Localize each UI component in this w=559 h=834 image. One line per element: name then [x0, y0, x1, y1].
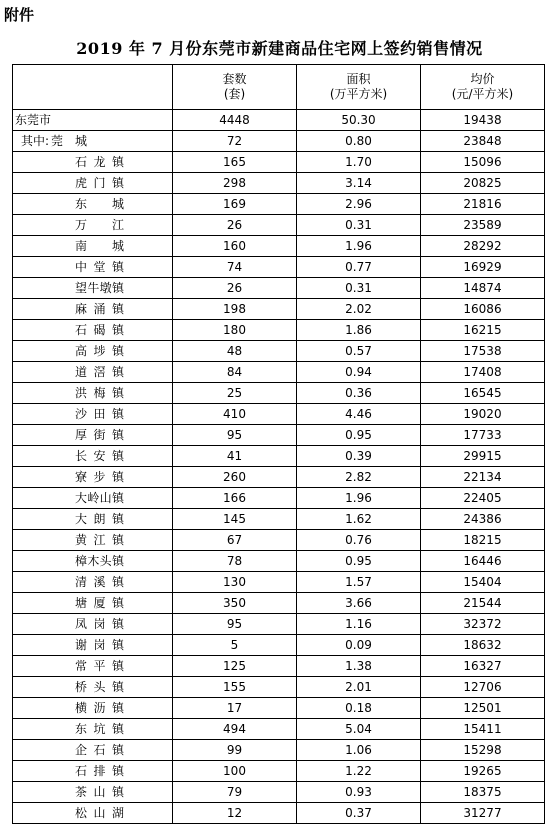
table-row [13, 740, 545, 761]
units-cell: 12 [173, 803, 297, 824]
region-name: 万江 [13, 215, 173, 236]
table-row [13, 320, 545, 341]
table-row [13, 677, 545, 698]
units-cell: 48 [173, 341, 297, 362]
table-row-total [13, 110, 545, 131]
price-cell: 18215 [421, 530, 545, 551]
units-cell: 67 [173, 530, 297, 551]
units-cell: 5 [173, 635, 297, 656]
table-header-row [13, 65, 545, 110]
region-name: 企石镇 [13, 740, 173, 761]
area-cell: 0.95 [297, 551, 421, 572]
region-name [13, 131, 173, 152]
price-cell: 28292 [421, 236, 545, 257]
region-name: 高埗镇 [13, 341, 173, 362]
price-cell: 21544 [421, 593, 545, 614]
table-row [13, 467, 545, 488]
table-row [13, 656, 545, 677]
sales-table [12, 64, 545, 824]
table-row [13, 299, 545, 320]
area-cell: 0.95 [297, 425, 421, 446]
region-name: 虎门镇 [13, 173, 173, 194]
table-row [13, 341, 545, 362]
units-cell: 130 [173, 572, 297, 593]
area-cell: 5.04 [297, 719, 421, 740]
units-cell: 95 [173, 614, 297, 635]
region-name: 中堂镇 [13, 257, 173, 278]
units-cell: 350 [173, 593, 297, 614]
price-cell: 14874 [421, 278, 545, 299]
breakdown-prefix: 其中: [21, 134, 50, 148]
price-cell: 19438 [421, 110, 545, 131]
table-row [13, 362, 545, 383]
region-name: 望牛墩镇 [13, 278, 173, 299]
region-name: 洪梅镇 [13, 383, 173, 404]
region-name: 大岭山镇 [13, 488, 173, 509]
units-cell: 166 [173, 488, 297, 509]
table-row [13, 425, 545, 446]
table-row [13, 614, 545, 635]
table-row [13, 446, 545, 467]
attachment-label: 附件 [4, 6, 35, 24]
area-cell: 2.02 [297, 299, 421, 320]
table-row [13, 173, 545, 194]
price-cell: 23589 [421, 215, 545, 236]
area-cell: 0.77 [297, 257, 421, 278]
region-name: 东莞市 [13, 110, 173, 131]
region-name: 长安镇 [13, 446, 173, 467]
area-cell: 1.96 [297, 488, 421, 509]
units-cell: 26 [173, 215, 297, 236]
price-cell: 17538 [421, 341, 545, 362]
table-row [13, 236, 545, 257]
region-name: 麻涌镇 [13, 299, 173, 320]
region-name: 横沥镇 [13, 698, 173, 719]
region-name: 清溪镇 [13, 572, 173, 593]
area-cell: 1.96 [297, 236, 421, 257]
price-cell: 20825 [421, 173, 545, 194]
price-cell: 16086 [421, 299, 545, 320]
area-cell: 1.70 [297, 152, 421, 173]
region-name: 道滘镇 [13, 362, 173, 383]
units-cell: 17 [173, 698, 297, 719]
units-cell: 95 [173, 425, 297, 446]
area-cell: 4.46 [297, 404, 421, 425]
table-row [13, 152, 545, 173]
table-row [13, 509, 545, 530]
area-cell: 0.57 [297, 341, 421, 362]
region-name: 厚街镇 [13, 425, 173, 446]
area-cell: 1.22 [297, 761, 421, 782]
table-row [13, 782, 545, 803]
table-row [13, 698, 545, 719]
region-name: 茶山镇 [13, 782, 173, 803]
area-cell: 0.39 [297, 446, 421, 467]
region-name: 黄江镇 [13, 530, 173, 551]
units-cell: 84 [173, 362, 297, 383]
header-cell-region [13, 65, 173, 110]
table-row [13, 761, 545, 782]
price-cell: 17733 [421, 425, 545, 446]
price-cell: 15096 [421, 152, 545, 173]
region-name: 南城 [13, 236, 173, 257]
area-cell: 1.57 [297, 572, 421, 593]
units-cell: 72 [173, 131, 297, 152]
region-name: 凤岗镇 [13, 614, 173, 635]
header-cell-area: 面积 (万平方米) [297, 65, 421, 110]
price-cell: 16327 [421, 656, 545, 677]
area-cell: 0.18 [297, 698, 421, 719]
area-cell: 1.06 [297, 740, 421, 761]
price-cell: 17408 [421, 362, 545, 383]
table-row [13, 530, 545, 551]
table-row [13, 404, 545, 425]
price-cell: 12706 [421, 677, 545, 698]
area-cell: 3.66 [297, 593, 421, 614]
units-cell: 165 [173, 152, 297, 173]
region-name: 东坑镇 [13, 719, 173, 740]
units-cell: 198 [173, 299, 297, 320]
region-name: 大朗镇 [13, 509, 173, 530]
region-name: 常平镇 [13, 656, 173, 677]
table-row [13, 803, 545, 824]
price-cell: 19265 [421, 761, 545, 782]
area-cell: 2.82 [297, 467, 421, 488]
units-cell: 4448 [173, 110, 297, 131]
price-cell: 18375 [421, 782, 545, 803]
units-cell: 74 [173, 257, 297, 278]
area-cell: 0.36 [297, 383, 421, 404]
region-name: 东城 [13, 194, 173, 215]
price-cell: 16446 [421, 551, 545, 572]
area-cell: 2.01 [297, 677, 421, 698]
price-cell: 16545 [421, 383, 545, 404]
area-cell: 50.30 [297, 110, 421, 131]
price-cell: 15298 [421, 740, 545, 761]
area-cell: 1.86 [297, 320, 421, 341]
units-cell: 494 [173, 719, 297, 740]
units-cell: 160 [173, 236, 297, 257]
table-row [13, 215, 545, 236]
price-cell: 15404 [421, 572, 545, 593]
table-row [13, 488, 545, 509]
area-cell: 0.76 [297, 530, 421, 551]
price-cell: 24386 [421, 509, 545, 530]
area-cell: 0.37 [297, 803, 421, 824]
region-name: 桥头镇 [13, 677, 173, 698]
area-cell: 0.94 [297, 362, 421, 383]
units-cell: 180 [173, 320, 297, 341]
price-cell: 22134 [421, 467, 545, 488]
area-cell: 3.14 [297, 173, 421, 194]
region-name: 沙田镇 [13, 404, 173, 425]
table-row [13, 572, 545, 593]
table-row [13, 278, 545, 299]
region-name: 谢岗镇 [13, 635, 173, 656]
area-cell: 1.38 [297, 656, 421, 677]
area-cell: 2.96 [297, 194, 421, 215]
price-cell: 32372 [421, 614, 545, 635]
units-cell: 169 [173, 194, 297, 215]
region-name: 石碣镇 [13, 320, 173, 341]
price-cell: 18632 [421, 635, 545, 656]
area-cell: 0.93 [297, 782, 421, 803]
price-cell: 12501 [421, 698, 545, 719]
region-name: 石龙镇 [13, 152, 173, 173]
document-title: 2019 年 7 月份东莞市新建商品住宅网上签约销售情况 [76, 39, 483, 58]
header-cell-price: 均价 (元/平方米) [421, 65, 545, 110]
units-cell: 298 [173, 173, 297, 194]
price-cell: 22405 [421, 488, 545, 509]
units-cell: 410 [173, 404, 297, 425]
units-cell: 78 [173, 551, 297, 572]
table-row [13, 383, 545, 404]
units-cell: 79 [173, 782, 297, 803]
price-cell: 31277 [421, 803, 545, 824]
region-label: 莞 城 [51, 134, 88, 148]
table-row [13, 131, 545, 152]
price-cell: 21816 [421, 194, 545, 215]
table-row [13, 551, 545, 572]
area-cell: 0.31 [297, 278, 421, 299]
area-cell: 1.62 [297, 509, 421, 530]
units-cell: 100 [173, 761, 297, 782]
table-row [13, 635, 545, 656]
area-cell: 0.09 [297, 635, 421, 656]
price-cell: 15411 [421, 719, 545, 740]
price-cell: 29915 [421, 446, 545, 467]
table-row [13, 719, 545, 740]
region-name: 石排镇 [13, 761, 173, 782]
units-cell: 260 [173, 467, 297, 488]
table-row [13, 257, 545, 278]
price-cell: 16215 [421, 320, 545, 341]
area-cell: 0.31 [297, 215, 421, 236]
units-cell: 155 [173, 677, 297, 698]
region-name: 塘厦镇 [13, 593, 173, 614]
price-cell: 23848 [421, 131, 545, 152]
header-cell-units: 套数 (套) [173, 65, 297, 110]
units-cell: 125 [173, 656, 297, 677]
table-row [13, 194, 545, 215]
region-name: 松山湖 [13, 803, 173, 824]
units-cell: 25 [173, 383, 297, 404]
price-cell: 16929 [421, 257, 545, 278]
units-cell: 145 [173, 509, 297, 530]
units-cell: 99 [173, 740, 297, 761]
units-cell: 26 [173, 278, 297, 299]
area-cell: 1.16 [297, 614, 421, 635]
area-cell: 0.80 [297, 131, 421, 152]
price-cell: 19020 [421, 404, 545, 425]
region-name: 寮步镇 [13, 467, 173, 488]
region-name: 樟木头镇 [13, 551, 173, 572]
table-row [13, 593, 545, 614]
units-cell: 41 [173, 446, 297, 467]
